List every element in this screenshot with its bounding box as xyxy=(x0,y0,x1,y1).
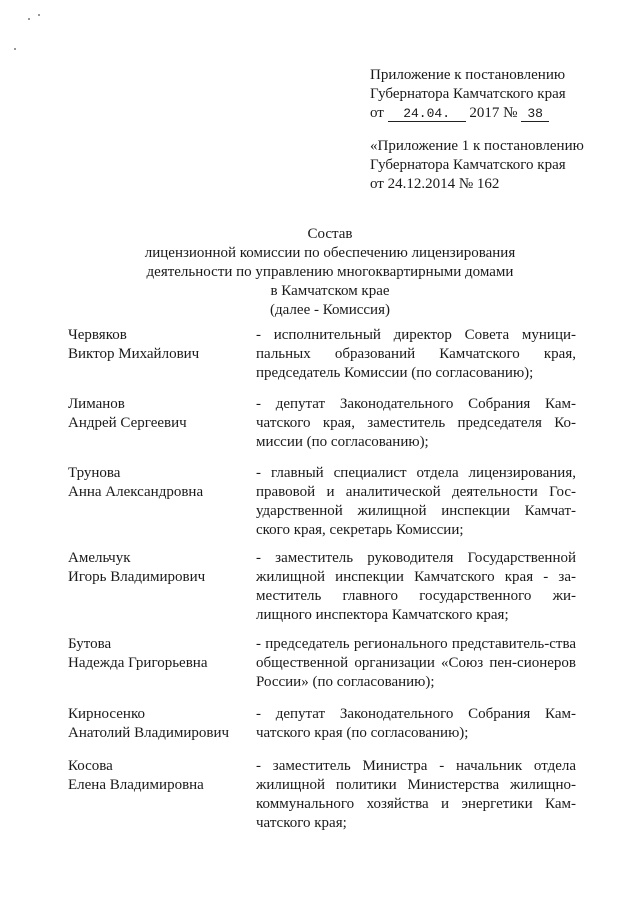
member-surname: Бутова xyxy=(68,636,112,652)
number-sign: № xyxy=(503,105,518,121)
appendix-header xyxy=(370,66,566,123)
document-title xyxy=(110,225,550,320)
appendix-line-1: Приложение к постановлению xyxy=(370,67,566,83)
member-given-names: Андрей Сергеевич xyxy=(68,415,187,431)
member-surname: Косова xyxy=(68,758,113,774)
member-role: - заместитель Министра - начальник отдела жилищной политики Министерства жилищно-коммунального хозяйства и энергетики Кам-чатского края; xyxy=(256,758,576,831)
title-line-2: лицензионной комиссии по обеспечению лицензирования xyxy=(144,245,516,261)
member-role: - заместитель руководителя Государственной жилищной инспекции Камчатского края - за-меститель главного государственного жи-лищного инспектора Камчатского края; xyxy=(256,550,576,623)
member-given-names: Виктор Михайлович xyxy=(68,346,200,362)
number-field: 38 xyxy=(521,106,549,122)
date-prefix: от xyxy=(370,105,384,121)
appendix-line-2: Губернатора Камчатского края xyxy=(370,86,566,102)
appendix-date-line xyxy=(370,104,566,123)
member-name xyxy=(68,635,248,673)
member-name xyxy=(68,395,248,433)
member-surname: Червяков xyxy=(68,327,127,343)
date-year: 2017 xyxy=(469,105,500,121)
member-surname: Лиманов xyxy=(68,396,125,412)
member-surname: Трунова xyxy=(68,465,121,481)
original-line-3: от 24.12.2014 № 162 xyxy=(370,176,500,192)
original-line-1: «Приложение 1 к постановлению xyxy=(370,138,584,154)
member-name xyxy=(68,326,248,364)
member-role: - исполнительный директор Совета муници-пальных образований Камчатского края, председатель Комиссии (по согласованию); xyxy=(256,327,576,381)
member-role: - главный специалист отдела лицензирования, правовой и аналитической деятельности Гос-ударственной жилищной инспекции Камчат-ского края, секретарь Комиссии; xyxy=(256,465,576,538)
member-given-names: Анна Александровна xyxy=(68,484,204,500)
title-line-4: в Камчатском крае xyxy=(270,283,390,299)
member-given-names: Игорь Владимирович xyxy=(68,569,206,585)
member-role: - депутат Законодательного Собрания Кам-чатского края, заместитель председателя Ко-миссии (по согласованию); xyxy=(256,396,576,450)
original-line-2: Губернатора Камчатского края xyxy=(370,157,566,173)
member-name xyxy=(68,705,248,743)
member-name xyxy=(68,757,248,795)
original-appendix-header xyxy=(370,137,584,194)
date-field: 24.04. xyxy=(388,106,466,122)
member-surname: Амельчук xyxy=(68,550,131,566)
title-line-5: (далее - Комиссия) xyxy=(270,302,390,318)
member-role: - председатель регионального представитель-ства общественной организации «Союз пен-сионеров России» (по согласованию); xyxy=(256,636,576,690)
member-name xyxy=(68,549,248,587)
member-given-names: Елена Владимировна xyxy=(68,777,204,793)
member-given-names: Надежда Григорьевна xyxy=(68,655,208,671)
member-role: - депутат Законодательного Собрания Кам-чатского края (по согласованию); xyxy=(256,706,576,741)
member-given-names: Анатолий Владимирович xyxy=(68,725,230,741)
member-name xyxy=(68,464,248,502)
title-line-3: деятельности по управлению многоквартирными домами xyxy=(146,264,514,280)
member-surname: Кирносенко xyxy=(68,706,145,722)
title-line-1: Состав xyxy=(307,226,353,242)
